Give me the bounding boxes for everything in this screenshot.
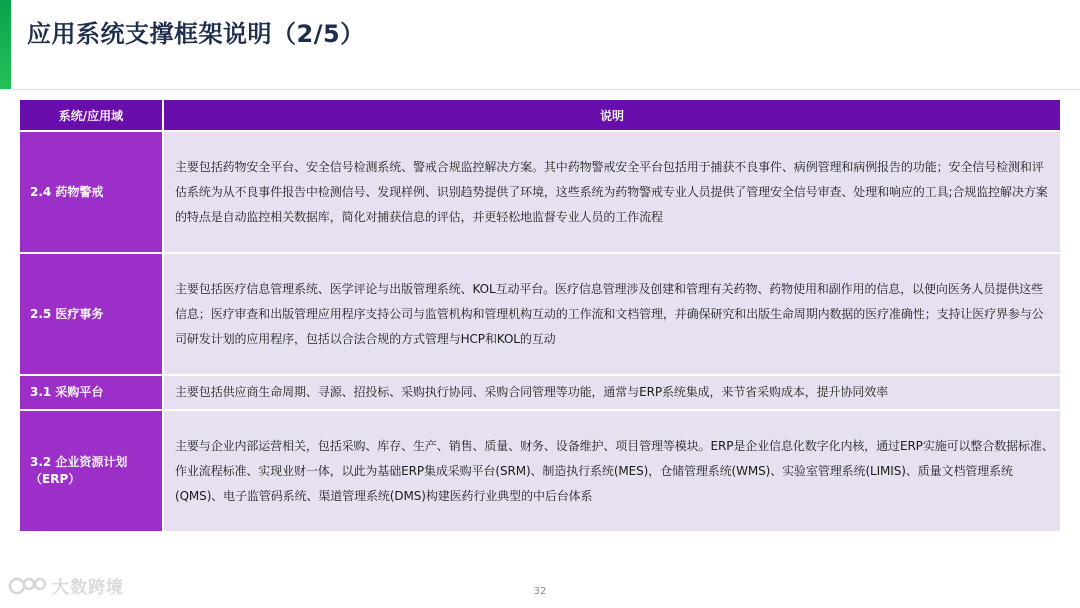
row-description-text: 主要包括供应商生命周期、寻源、招投标、采购执行协同、采购合同管理等功能，通常与ERP系统集成，来节省采购成本，提升协同效率 — [175, 385, 889, 399]
header-system-domain: 系统/应用域 — [20, 100, 162, 130]
header-description: 说明 — [164, 100, 1060, 130]
table-row — [20, 254, 1060, 374]
title-accent-bar — [0, 0, 11, 90]
row-label: 3.1 采购平台 — [20, 376, 162, 409]
table-row — [20, 132, 1060, 252]
row-description — [164, 132, 1060, 252]
row-description — [164, 376, 1060, 409]
row-description-text: 主要包括医疗信息管理系统、医学评论与出版管理系统、KOL互动平台。医疗信息管理涉及创建和管理有关药物、药物使用和副作用的信息，以便向医务人员提供这些信息；医疗审查和出版管理应用程序支持公司与监管机构和管理机构互动的工作流和文档管理，并确保研究和出版生命周期内数据的医疗准确性；支持让医疗界参与公司研发计划的应用程序，包括以合法合规的方式管理与HCP和KOL的互动 — [175, 281, 1044, 346]
title-divider — [0, 89, 1080, 90]
row-description-text: 主要与企业内部运营相关，包括采购、库存、生产、销售、质量、财务、设备维护、项目管理等模块。ERP是企业信息化数字化内核，通过ERP实施可以整合数据标准、作业流程标准、实现业财一体，以此为基础ERP集成采购平台(SRM)、制造执行系统(MES)，仓储管理系统(WMS)、实验室管理系统(LIMIS)、质量文档管理系统(QMS)、电子监管码系统、渠道管理系统(DMS)构建医药行业典型的中后台体系 — [175, 438, 1054, 503]
row-label: 3.2 企业资源计划（ERP） — [20, 411, 162, 531]
row-description — [164, 254, 1060, 374]
page-title: 应用系统支撑框架说明（2/5） — [27, 20, 365, 48]
table-row — [20, 411, 1060, 531]
page-number: 32 — [533, 586, 547, 597]
logo-icon — [8, 572, 48, 598]
watermark-text: 大数跨境 — [52, 577, 124, 598]
row-label: 2.4 药物警戒 — [20, 132, 162, 252]
watermark — [8, 572, 124, 598]
row-description-text: 主要包括药物安全平台、安全信号检测系统、警戒合规监控解决方案。其中药物警戒安全平台包括用于捕获不良事件、病例管理和病例报告的功能；安全信号检测和评估系统为从不良事件报告中检测信号、发现样例、识别趋势提供了环境，这些系统为药物警戒专业人员提供了管理安全信号审查、处理和响应的工具;合规监控解决方案的特点是自动监控相关数据库，简化对捕获信息的评估，并更轻松地监督专业人员的工作流程 — [175, 159, 1048, 224]
table-header — [20, 100, 1060, 130]
row-description — [164, 411, 1060, 531]
table-row — [20, 376, 1060, 409]
framework-table — [20, 100, 1060, 531]
row-label: 2.5 医疗事务 — [20, 254, 162, 374]
